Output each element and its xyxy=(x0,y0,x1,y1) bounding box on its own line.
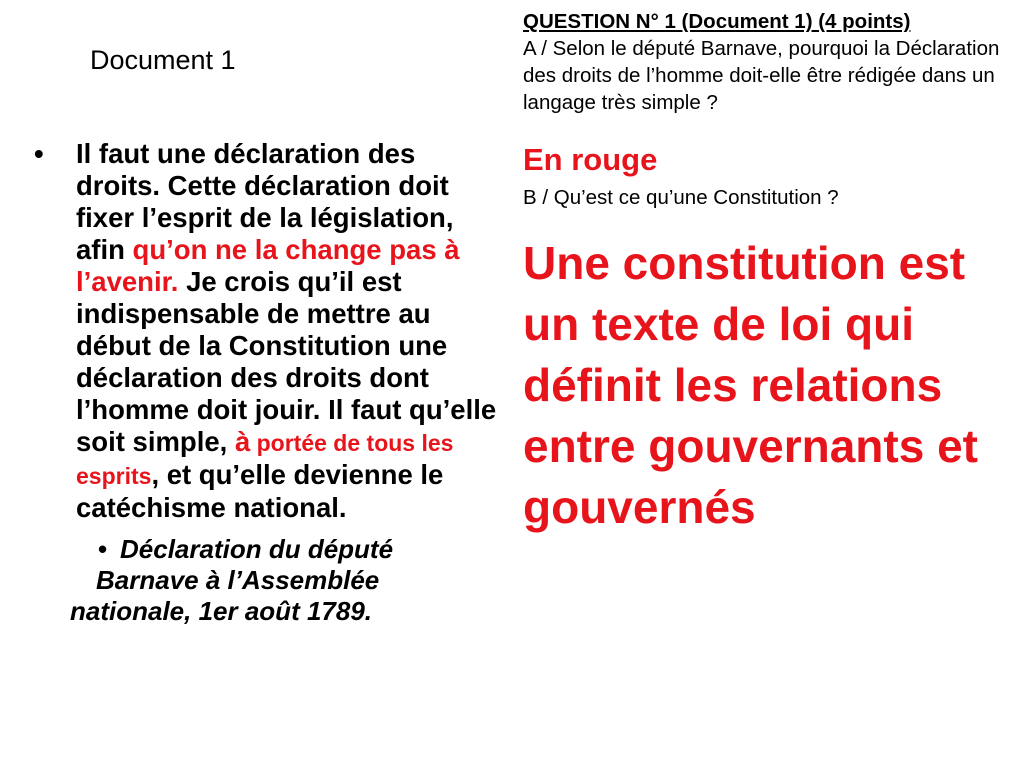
quote-red-highlight-1: qu’on ne la change pas à l’avenir. xyxy=(76,234,460,297)
quote-text: Il faut une déclaration des droits. Cette déclaration doit fixer l’esprit de la législation, afin xyxy=(76,138,454,265)
bullet-icon: • xyxy=(34,138,44,169)
quote-bullet-item xyxy=(34,138,502,524)
quote-red-highlight-2b: portée de tous les esprits xyxy=(76,430,454,489)
question-part-a: A / Selon le député Barnave, pourquoi la Déclaration des droits de l’homme doit-elle être rédigée dans un langage très simple ? xyxy=(523,37,1000,114)
document-title: Document 1 xyxy=(90,45,236,75)
question-title: QUESTION N° 1 (Document 1) (4 points) xyxy=(523,10,911,33)
answer-b: Une constitution est un texte de loi qui définit les relations entre gouvernants et gouvernés xyxy=(523,237,978,533)
source-line-2: Barnave à l’Assemblée xyxy=(96,565,380,595)
source-line-3: nationale, 1er août 1789. xyxy=(70,596,373,626)
quote-text-2: Je crois qu’il est indispensable de mettre au début de la Constitution une déclaration des droits dont l’homme doit jouir. Il faut qu’elle soit simple, xyxy=(76,266,497,457)
sub-bullet-icon: • xyxy=(98,534,108,564)
answer-a: En rouge xyxy=(523,142,658,177)
question-part-b: B / Qu’est ce qu’une Constitution ? xyxy=(523,186,839,209)
source-line-1: Déclaration du député xyxy=(120,534,394,564)
quote-block xyxy=(34,138,502,627)
question-block xyxy=(523,8,1003,538)
quote-red-highlight-2a: à xyxy=(234,426,251,457)
quote-text-3: , et qu’elle devienne le catéchisme national. xyxy=(76,459,444,523)
source-citation xyxy=(34,534,502,627)
